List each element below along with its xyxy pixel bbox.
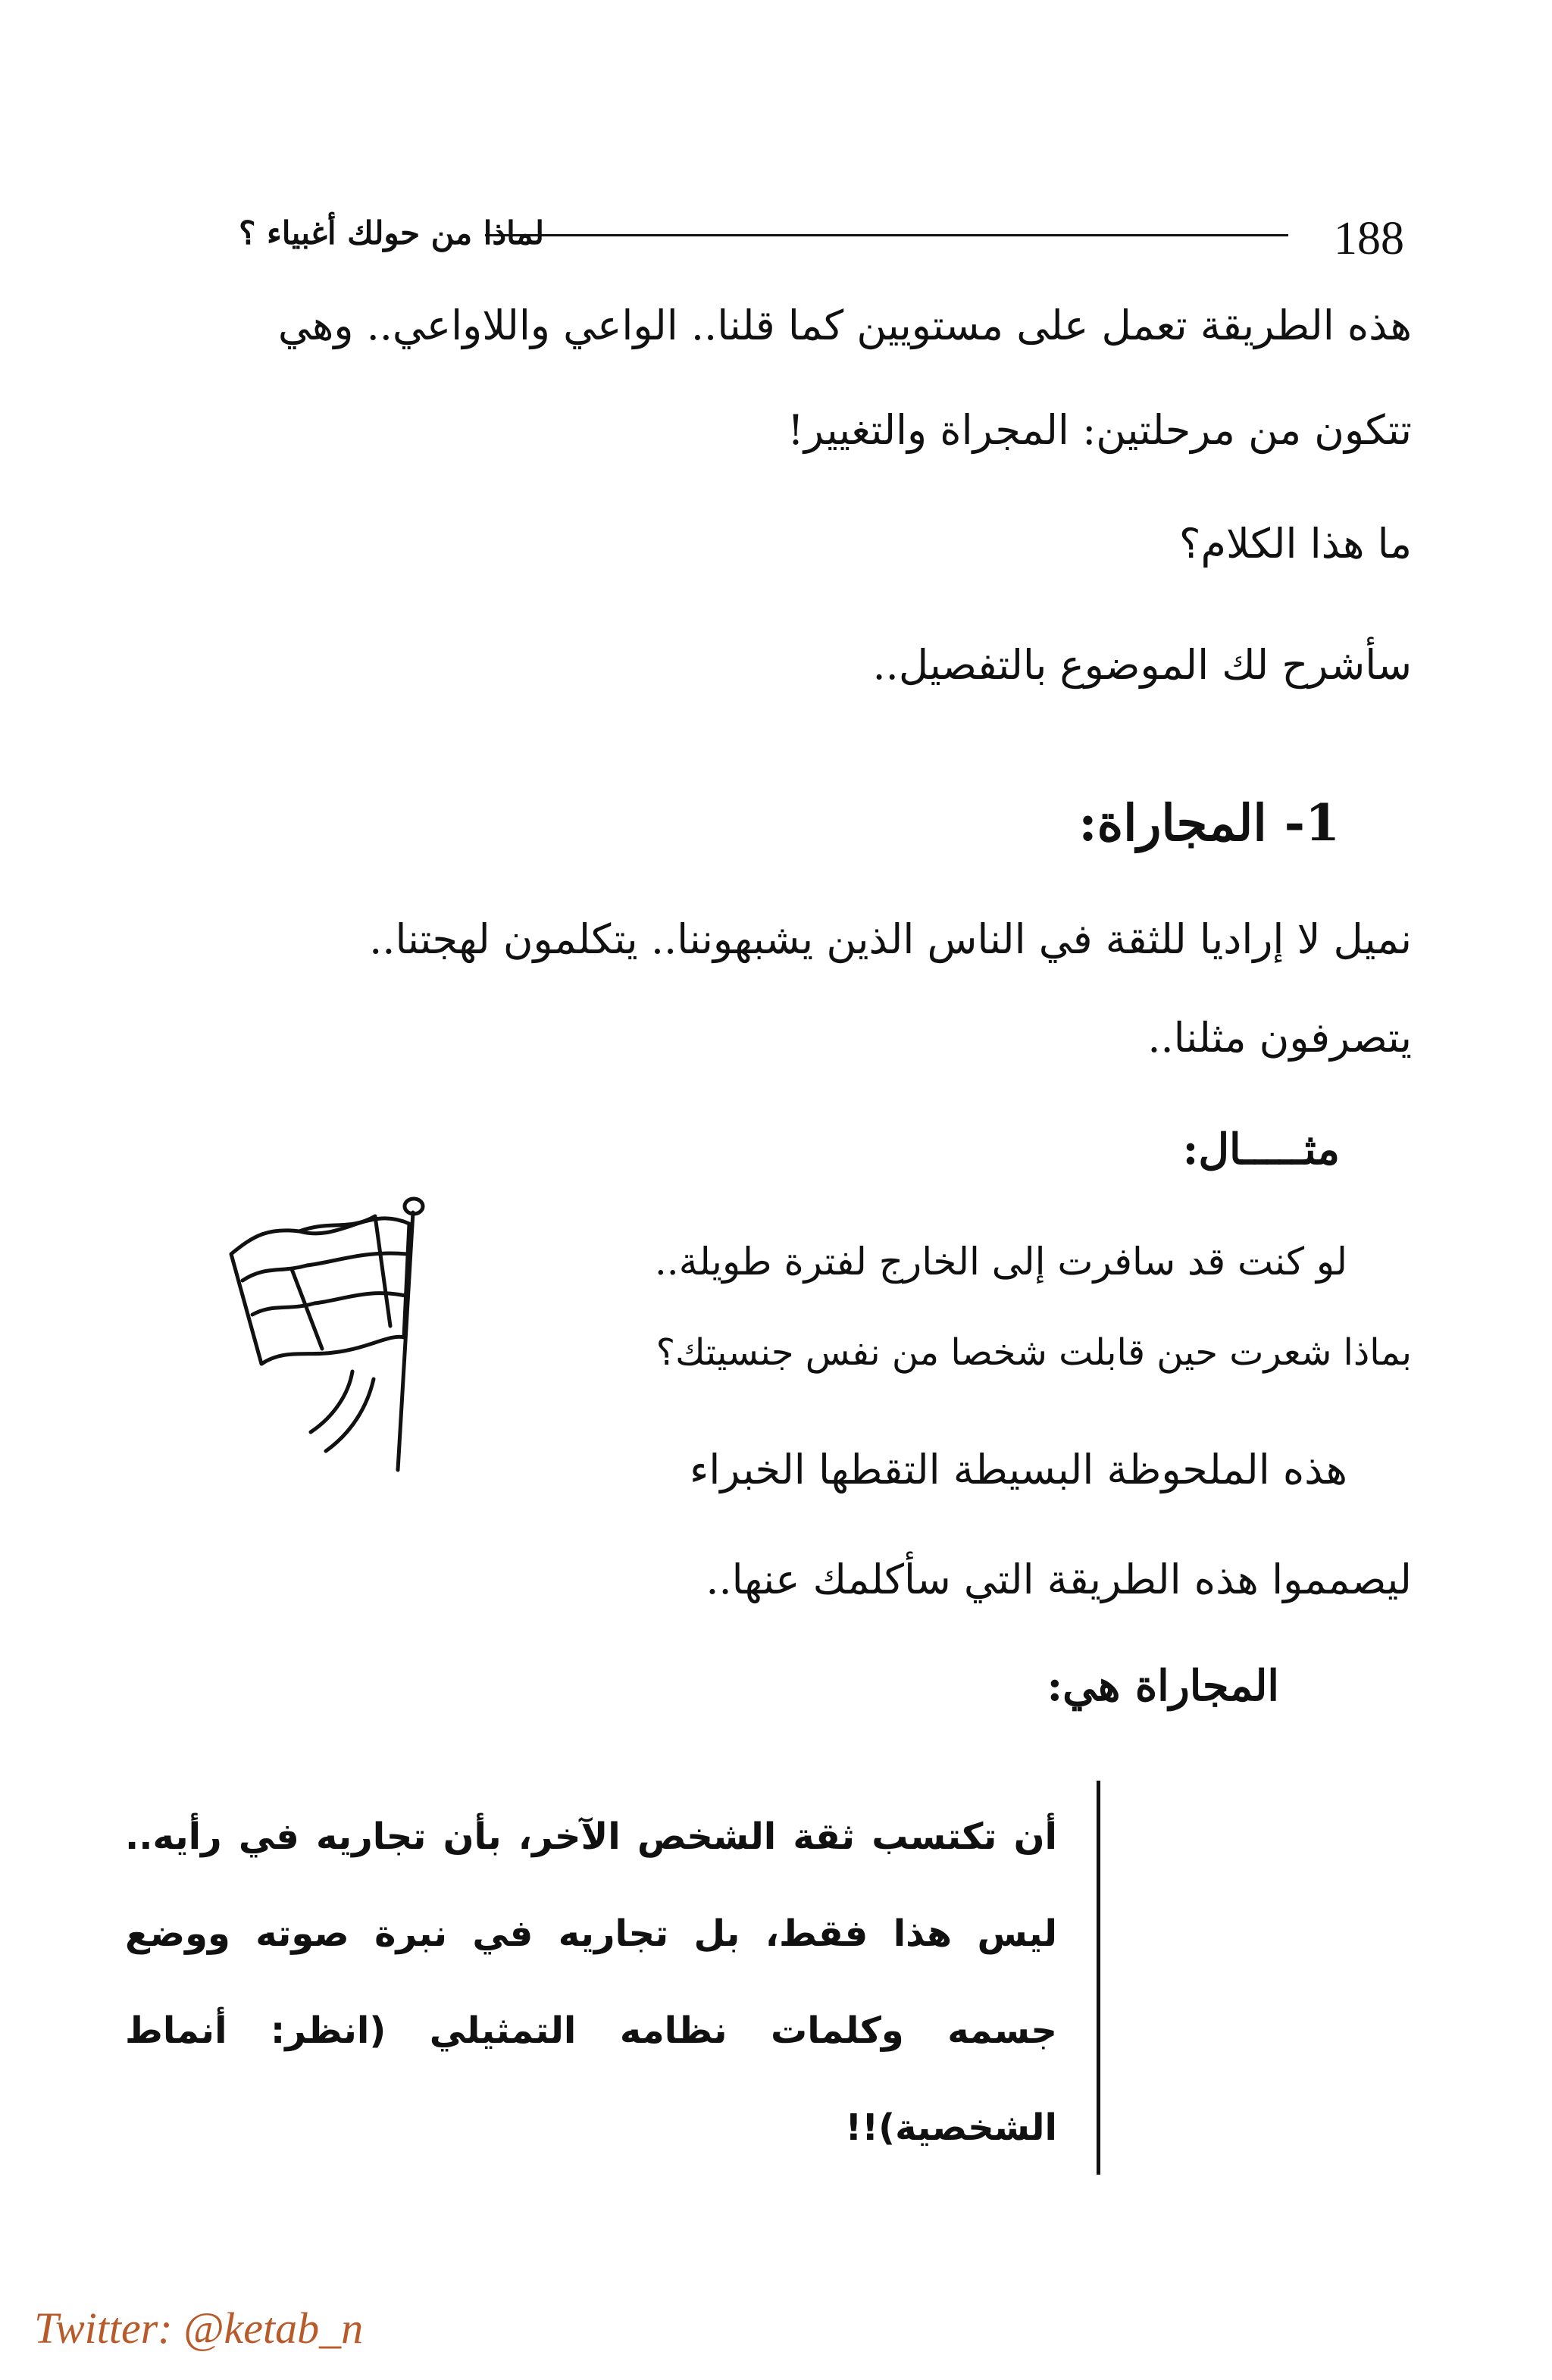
example-label: مثـــــال:	[1182, 1124, 1340, 1174]
paragraph-1-line-1: هذه الطريقة تعمل على مستويين كما قلنا.. الواعي واللاواعي.. وهي	[277, 302, 1412, 349]
quote-rule	[1097, 1781, 1100, 2175]
paragraph-4-line-1: نميل لا إراديا للثقة في الناس الذين يشبهوننا.. يتكلمون لهجتنا..	[369, 915, 1412, 963]
page-number: 188	[1334, 213, 1404, 264]
paragraph-3: سأشرح لك الموضوع بالتفصيل..	[872, 641, 1412, 689]
example-line-2: بماذا شعرت حين قابلت شخصا من نفس جنسيتك؟	[656, 1331, 1412, 1374]
definition-quote: أن تكتسب ثقة الشخص الآخر، بأن تجاريه في رأيه.. ليس هذا فقط، بل تجاريه في نبرة صوته ووضع جسمه وكلمات نظامه التمثيلي (انظر: أنماط الشخصية)!!	[125, 1815, 1057, 2149]
definition-label: المجاراة هي:	[1047, 1661, 1279, 1711]
running-title: لماذا من حولك أغبياء ؟	[239, 214, 544, 252]
example-line-1: لو كنت قد سافرت إلى الخارج لفترة طويلة..	[654, 1240, 1347, 1284]
watermark: Twitter: @ketab_n	[34, 2303, 364, 2353]
flag-icon	[186, 1190, 458, 1478]
header-rule	[485, 234, 1288, 236]
section-heading: 1- المجاراة:	[1078, 793, 1340, 852]
paragraph-2: ما هذا الكلام؟	[1178, 520, 1412, 568]
paragraph-5-line-2: ليصمموا هذه الطريقة التي سأكلمك عنها..	[706, 1556, 1412, 1603]
paragraph-4-line-2: يتصرفون مثلنا..	[1147, 1014, 1412, 1062]
paragraph-1-line-2: تتكون من مرحلتين: المجراة والتغيير!	[787, 406, 1412, 454]
paragraph-5-line-1: هذه الملحوظة البسيطة التقطها الخبراء	[690, 1446, 1347, 1493]
